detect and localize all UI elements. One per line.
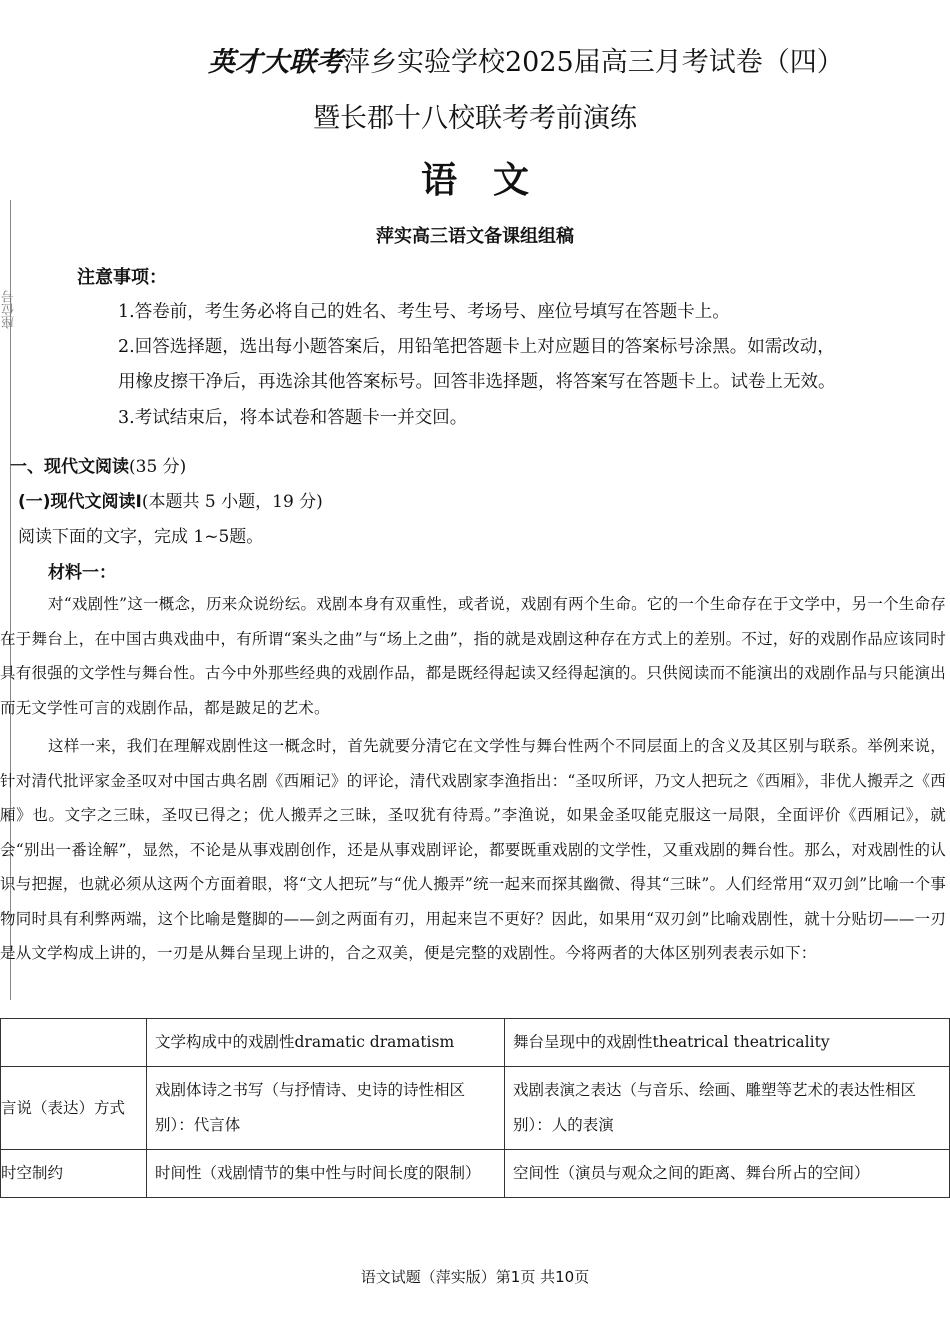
table-cell: 时空制约 bbox=[1, 1150, 147, 1198]
subject-title: 语 文 bbox=[420, 159, 529, 201]
notice-item-2: 2.回答选择题，选出每小题答案后，用铅笔把答题卡上对应题目的答案标号涂黑。如需改动， bbox=[118, 337, 835, 357]
paragraph-2: 这样一来，我们在理解戏剧性这一概念时，首先就要分清它在文学性与舞台性两个不同层面上的含义及其区别与联系。举例来说，针对清代批评家金圣叹对中国古典名剧《西厢记》的评论，清代戏剧家李渔指出：“圣叹所评，乃文人把玩之《西厢》，非优人搬弄之《西厢》也。文字之三昧，圣叹已得之；优人搬弄之三昧，圣叹犹有待焉。”李渔说，如果金圣叹能克服这一局限，全面评价《西厢记》，就会“别出一番诠解”，显然，不论是从事戏剧创作，还是从事戏剧评论，都要既重戏剧的文学性，又重戏剧的舞台性。那么，对戏剧性的认识与把握，也就必须从这两个方面着眼，将“文人把玩”与“优人搬弄”统一起来而探其幽微、得其“三昧”。人们经常用“双刃剑”比喻一个事物同时具有利弊两端，这个比喻是蹩脚的——剑之两面有刃，用起来岂不更好？因此，如果用“双刃剑”比喻戏剧性，就十分贴切——一刃是从文学构成上讲的，一刃是从舞台呈现上讲的，合之双美，便是完整的戏剧性。今将两者的大体区别列表表示如下： bbox=[0, 737, 946, 962]
section-score: (35 分) bbox=[129, 457, 187, 477]
section-heading bbox=[10, 452, 186, 477]
subsection-title: (一)现代文阅读Ⅰ bbox=[18, 492, 142, 512]
table-cell: 言说（表达）方式 bbox=[1, 1067, 147, 1150]
seat-number-label: 座位号 bbox=[2, 290, 17, 329]
table-cell: 戏剧表演之表达（与音乐、绘画、雕塑等艺术的表达性相区别）：人的表演 bbox=[505, 1067, 950, 1150]
table-header-cell: 文学构成中的戏剧性dramatic dramatism bbox=[147, 1019, 505, 1067]
exam-title bbox=[208, 40, 844, 79]
comparison-table bbox=[0, 1018, 950, 1198]
paragraph-1: 对“戏剧性”这一概念，历来众说纷纭。戏剧本身有双重性，或者说，戏剧有两个生命。它的一个生命存在于文学中，另一个生命存在于舞台上，在中国古典戏曲中，有所谓“案头之曲”与“场上之曲”，指的就是戏剧这种存在方式上的差别。不过，好的戏剧作品应该同时具有很强的文学性与舞台性。古今中外那些经典的戏剧作品，都是既经得起读又经得起演的。只供阅读而不能演出的戏剧作品与只能演出而无文学性可言的戏剧作品，都是跛足的艺术。 bbox=[0, 595, 946, 717]
notice-item-1: 1.答卷前，考生务必将自己的姓名、考生号、考场号、座位号填写在答题卡上。 bbox=[118, 302, 730, 322]
reading-instruction: 阅读下面的文字，完成 1~5题。 bbox=[18, 527, 264, 547]
table-row bbox=[1, 1067, 950, 1150]
table-header-row bbox=[1, 1019, 950, 1067]
material-label: 材料一： bbox=[48, 563, 116, 583]
table-header-cell: 舞台呈现中的戏剧性theatrical theatricality bbox=[505, 1019, 950, 1067]
table-cell: 空间性（演员与观众之间的距离、舞台所占的空间） bbox=[505, 1150, 950, 1198]
section-title: 一、现代文阅读 bbox=[10, 457, 129, 477]
notice-item-2-cont: 用橡皮擦干净后，再选涂其他答案标号。回答非选择题，将答案写在答题卡上。试卷上无效。 bbox=[118, 372, 836, 392]
table-row bbox=[1, 1150, 950, 1198]
subsection-score: (本题共 5 小题，19 分) bbox=[141, 492, 323, 512]
page-footer: 语文试题（萍实版）第1页 共10页 bbox=[360, 1268, 590, 1286]
table-cell: 戏剧体诗之书写（与抒情诗、史诗的诗性相区别）：代言体 bbox=[147, 1067, 505, 1150]
exam-subtitle: 暨长郡十八校联考考前演练 bbox=[313, 103, 637, 134]
notice-item-3: 3.考试结束后，将本试卷和答题卡一并交回。 bbox=[118, 408, 468, 428]
brand-name: 英才大联考 bbox=[208, 47, 343, 78]
subsection-heading bbox=[18, 487, 323, 512]
exam-title-text: 萍乡实验学校2025届高三月考试卷（四） bbox=[343, 47, 844, 78]
notice-heading: 注意事项： bbox=[77, 267, 167, 288]
table-header-cell bbox=[1, 1019, 147, 1067]
compiled-by: 萍实高三语文备课组组稿 bbox=[376, 226, 574, 247]
table-cell: 时间性（戏剧情节的集中性与时间长度的限制） bbox=[147, 1150, 505, 1198]
